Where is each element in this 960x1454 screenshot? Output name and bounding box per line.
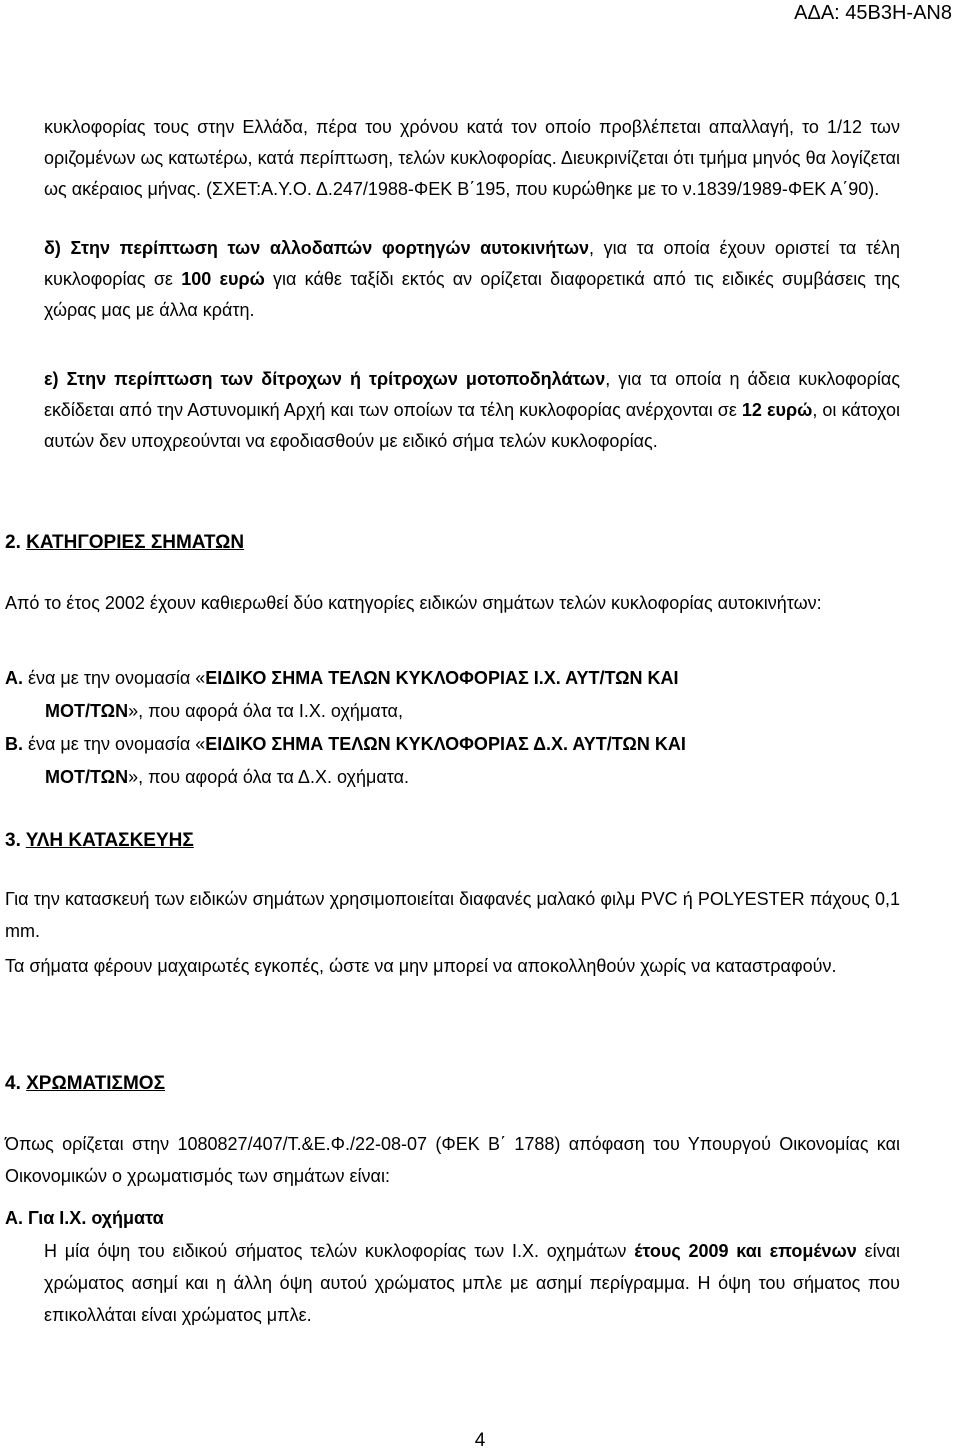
list-item-a-post: », που αφορά όλα τα Ι.Χ. οχήματα,	[128, 701, 403, 721]
list-item-a-cont	[5, 695, 900, 728]
section-3-text1: Για την κατασκευή των ειδικών σημάτων χρησιμοποιείται διαφανές μαλακό φιλμ PVC ή POLYESTER πάχους 0,1 mm.	[5, 889, 900, 941]
list-item-a	[5, 662, 900, 695]
list-item-a-pre: ένα με την ονομασία «	[23, 668, 206, 688]
list-item-b-pre: ένα με την ονομασία «	[23, 734, 206, 754]
ada-code: ΑΔΑ: 45Β3Η-ΑΝ8	[794, 2, 952, 24]
page-number: 4	[474, 1430, 486, 1451]
list-item-b-cont	[5, 761, 900, 794]
section-4-subtext-bold: έτους 2009 και επομένων	[634, 1241, 857, 1261]
item-e-text1: , για τα οποία η άδεια κυκλοφορίας εκδίδεται από την Αστυνομική Αρχή και των οποίων τα τέλη κυκλοφορίας ανέρχονται σε	[44, 369, 900, 420]
list-item-b-name2: ΜΟΤ/ΤΩΝ	[45, 767, 129, 787]
item-d-heading: δ) Στην περίπτωση των αλλοδαπών φορτηγών αυτοκινήτων	[44, 238, 590, 258]
list-item-b	[5, 728, 900, 761]
section-4-number: 4.	[5, 1073, 27, 1094]
section-2-list	[5, 662, 900, 794]
item-e-text2: , οι κάτοχοι αυτών δεν υποχρεούνται να εφοδιασθούν με ειδικό σήμα τελών κυκλοφορίας.	[44, 400, 900, 451]
item-e-paragraph	[44, 364, 900, 457]
item-e-amount: 12 ευρώ	[741, 400, 813, 420]
section-2-title: ΚΑΤΗΓΟΡΙΕΣ ΣΗΜΑΤΩΝ	[26, 532, 245, 553]
section-2-heading	[5, 532, 244, 554]
section-2-number: 2.	[5, 532, 27, 553]
item-d-text1: , για τα οποία έχουν οριστεί τα τέλη κυκλοφορίας σε	[44, 238, 900, 289]
item-d-amount: 100 ευρώ	[181, 269, 265, 289]
list-item-b-label: Β.	[5, 734, 23, 754]
section-4-subtext1: Η μία όψη του ειδικού σήματος τελών κυκλοφορίας των Ι.Χ. οχημάτων	[44, 1241, 635, 1261]
item-d-paragraph	[44, 233, 900, 326]
section-3-title: ΥΛΗ ΚΑΤΑΣΚΕΥΗΣ	[25, 830, 194, 851]
section-2-text: Από το έτος 2002 έχουν καθιερωθεί δύο κατηγορίες ειδικών σημάτων τελών κυκλοφορίας αυτοκινήτων:	[5, 593, 822, 613]
item-d-text2: για κάθε ταξίδι εκτός αν ορίζεται διαφορετικά από τις ειδικές συμβάσεις της χώρας μας με άλλα κράτη.	[44, 269, 900, 320]
section-4-heading	[5, 1073, 165, 1095]
section-4-subtext2: είναι χρώματος ασημί και η άλλη όψη αυτού χρώματος μπλε με ασημί περίγραμμα. Η όψη του σήματος που επικολλάται είναι χρώματος μπλε.	[44, 1241, 900, 1325]
list-item-a-label: Α.	[5, 668, 23, 688]
item-e-heading: ε) Στην περίπτωση των δίτροχων ή τρίτροχων μοτοποδηλάτων	[44, 369, 606, 389]
list-item-a-name2: ΜΟΤ/ΤΩΝ	[45, 701, 129, 721]
section-4-text: Όπως ορίζεται στην 1080827/407/Τ.&Ε.Φ./22-08-07 (ΦΕΚ Β΄ 1788) απόφαση του Υπουργού Οικονομίας και Οικονομικών ο χρωματισμός των σημάτων είναι:	[5, 1134, 900, 1186]
list-item-a-name1: ΕΙΔΙΚΟ ΣΗΜΑ ΤΕΛΩΝ ΚΥΚΛΟΦΟΡΙΑΣ Ι.Χ. ΑΥΤ/ΤΩΝ ΚΑΙ	[205, 668, 679, 688]
list-item-b-post: », που αφορά όλα τα Δ.Χ. οχήματα.	[128, 767, 409, 787]
section-3-heading	[5, 830, 194, 852]
section-4-title: ΧΡΩΜΑΤΙΣΜΟΣ	[26, 1073, 165, 1094]
section-3-number: 3.	[5, 830, 26, 851]
list-item-b-name1: ΕΙΔΙΚΟ ΣΗΜΑ ΤΕΛΩΝ ΚΥΚΛΟΦΟΡΙΑΣ Δ.Χ. ΑΥΤ/ΤΩΝ ΚΑΙ	[205, 734, 686, 754]
intro-paragraph: κυκλοφορίας τους στην Ελλάδα, πέρα του χρόνου κατά τον οποίο προβλέπεται απαλλαγή, το 1/12 των οριζομένων ως κατωτέρω, κατά περίπτωση, τελών κυκλοφορίας. Διευκρινίζεται ότι τμήμα μηνός θα λογίζεται ως ακέραιος μήνας. (ΣΧΕΤ:Α.Υ.Ο. Δ.247/1988-ΦΕΚ Β΄195, που κυρώθηκε με το ν.1839/1989-ΦΕΚ Α΄90).	[44, 117, 900, 199]
section-3-text2: Τα σήματα φέρουν μαχαιρωτές εγκοπές, ώστε να μην μπορεί να αποκολληθούν χωρίς να καταστραφούν.	[5, 956, 837, 976]
section-4-subtext	[44, 1235, 900, 1331]
section-4-subheading: Α. Για Ι.Χ. οχήματα	[5, 1208, 164, 1228]
